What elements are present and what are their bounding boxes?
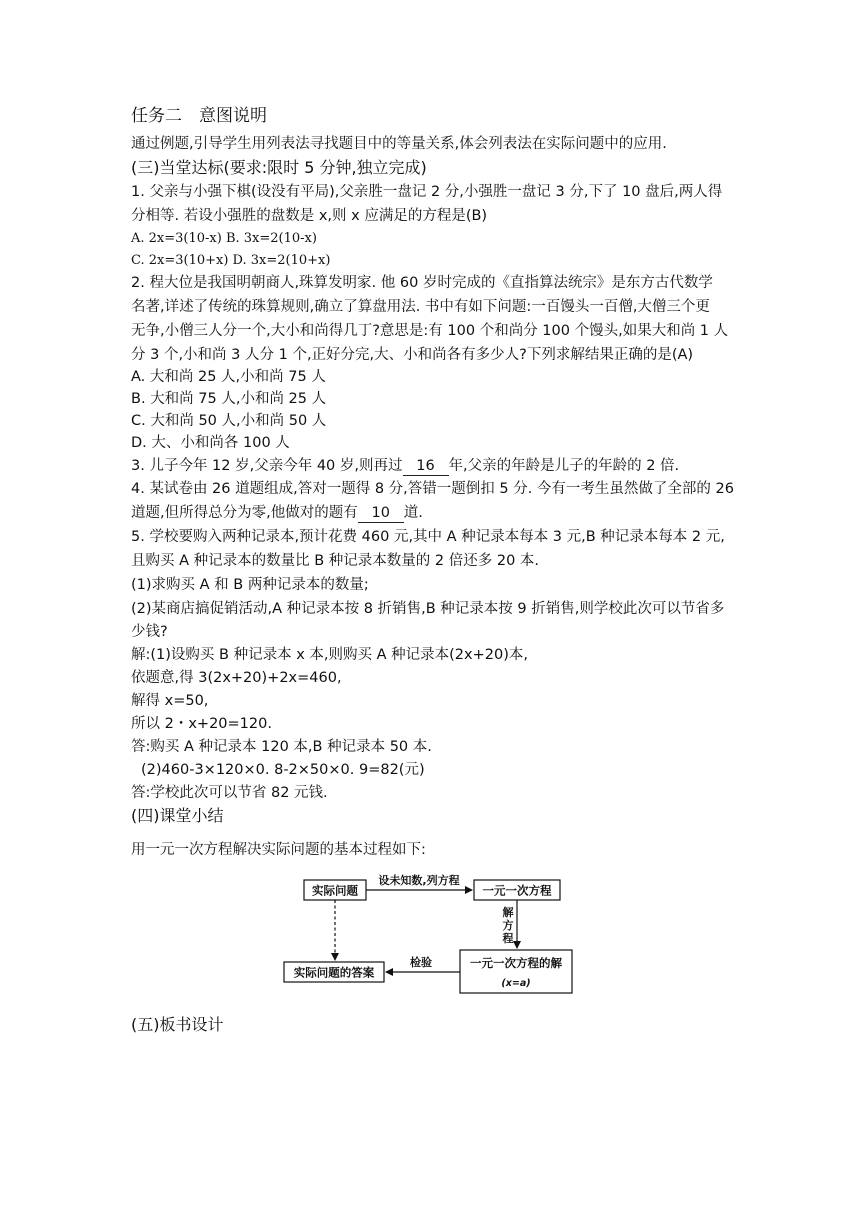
q5-line1: 5. 学校要购入两种记录本,预计花费 460 元,其中 A 种记录本每本 3 元,B 种记录本每本 2 元, [131,529,725,545]
arrow-solve-char1: 解 [502,906,514,919]
box-linear-equation-label: 一元一次方程 [482,883,552,898]
q5-solution-line3: 解得 x=50, [131,693,209,709]
box-equation-solution-label: 一元一次方程的解 [470,956,562,970]
q3-text-after: 年,父亲的年龄是儿子的年龄的 2 倍. [448,458,680,474]
q5-solution-line2: 依题意,得 3(2x+20)+2x=460, [131,670,342,686]
q3-answer-blank: 16 [403,458,449,476]
q1-line2: 分相等. 若设小强胜的盘数是 x,则 x 应满足的方程是(B) [131,208,488,224]
arrow-set-unknown-label: 设未知数,列方程 [378,874,460,887]
q3-text-before: 3. 儿子今年 12 岁,父亲今年 40 岁,则再过 [131,458,403,474]
q5-solution-line6: (2)460-3×120×0. 8-2×50×0. 9=82(元) [141,762,425,778]
q2-option-d: D. 大、小和尚各 100 人 [131,435,290,451]
box-problem-answer [284,962,384,982]
section5-title: (五)板书设计 [131,1015,224,1034]
section4-description: 用一元一次方程解决实际问题的基本过程如下: [131,842,426,858]
process-flowchart [278,866,578,998]
q2-option-c: C. 大和尚 50 人,小和尚 50 人 [131,413,327,429]
q2-option-a: A. 大和尚 25 人,小和尚 75 人 [131,369,326,385]
q1-line1: 1. 父亲与小强下棋(设没有平局),父亲胜一盘记 2 分,小强胜一盘记 3 分,下了 10 盘后,两人得 [131,184,723,200]
q4-line1: 4. 某试卷由 26 道题组成,答对一题得 8 分,答错一题倒扣 5 分. 今有一考生虽然做了全部的 26 [131,481,734,497]
arrow-solve-char2: 方 [502,919,514,932]
q4-text-after: 道. [403,505,423,521]
q4-text-before: 道题,但所得总分为零,他做对的题有 [131,505,358,521]
task2-title: 任务二 意图说明 [131,106,267,126]
q5-line2: 且购买 A 种记录本的数量比 B 种记录本数量的 2 倍还多 20 本. [131,553,540,569]
task2-description: 通过例题,引导学生用列表法寻找题目中的等量关系,体会列表法在实际问题中的应用. [131,136,667,152]
q2-line2: 名著,详述了传统的珠算规则,确立了算盘用法. 书中有如下问题:一百馒头一百僧,大僧三个更 [131,299,710,315]
q5-part1: (1)求购买 A 和 B 两种记录本的数量; [131,577,369,593]
section3-title: (三)当堂达标(要求:限时 5 分钟,独立完成) [131,158,427,177]
arrow-solve-char3: 程 [502,932,514,945]
arrow-check-label: 检验 [410,956,432,969]
q2-line3: 无争,小僧三人分一个,大小和尚得几丁?意思是:有 100 个和尚分 100 个馒头,如果大和尚 1 人 [131,323,729,339]
q1-options-ab: A. 2x=3(10-x) B. 3x=2(10-x) [131,231,317,246]
q4-line2 [131,503,423,523]
q5-solution-line7: 答:学校此次可以节省 82 元钱. [131,785,328,801]
q5-solution-line5: 答:购买 A 种记录本 120 本,B 种记录本 50 本. [131,739,432,755]
q2-line4: 分 3 个,小和尚 3 人分 1 个,正好分完,大、小和尚各有多少人?下列求解结果正确的是(A) [131,347,694,363]
box-equation-solution-value: (x=a) [501,978,531,989]
q4-answer-blank: 10 [358,505,404,523]
q3-line [131,456,679,476]
q5-part2-line1: (2)某商店搞促销活动,A 种记录本按 8 折销售,B 种记录本按 9 折销售,则学校此次可以节省多 [131,601,725,617]
q2-option-b: B. 大和尚 75 人,小和尚 25 人 [131,391,327,407]
box-linear-equation [474,880,560,900]
q5-solution-line1: 解:(1)设购买 B 种记录本 x 本,则购买 A 种记录本(2x+20)本, [131,647,528,663]
q5-part2-line2: 少钱? [131,624,168,640]
section4-title: (四)课堂小结 [131,806,224,825]
box-real-problem [304,880,366,900]
q2-line1: 2. 程大位是我国明朝商人,珠算发明家. 他 60 岁时完成的《直指算法统宗》是东方古代数学 [131,275,713,291]
q1-options-cd: C. 2x=3(10+x) D. 3x=2(10+x) [131,253,331,268]
box-real-problem-label: 实际问题 [312,883,358,898]
box-equation-solution [460,950,572,993]
q5-solution-line4: 所以 2・x+20=120. [131,716,272,732]
box-problem-answer-label: 实际问题的答案 [293,965,375,980]
